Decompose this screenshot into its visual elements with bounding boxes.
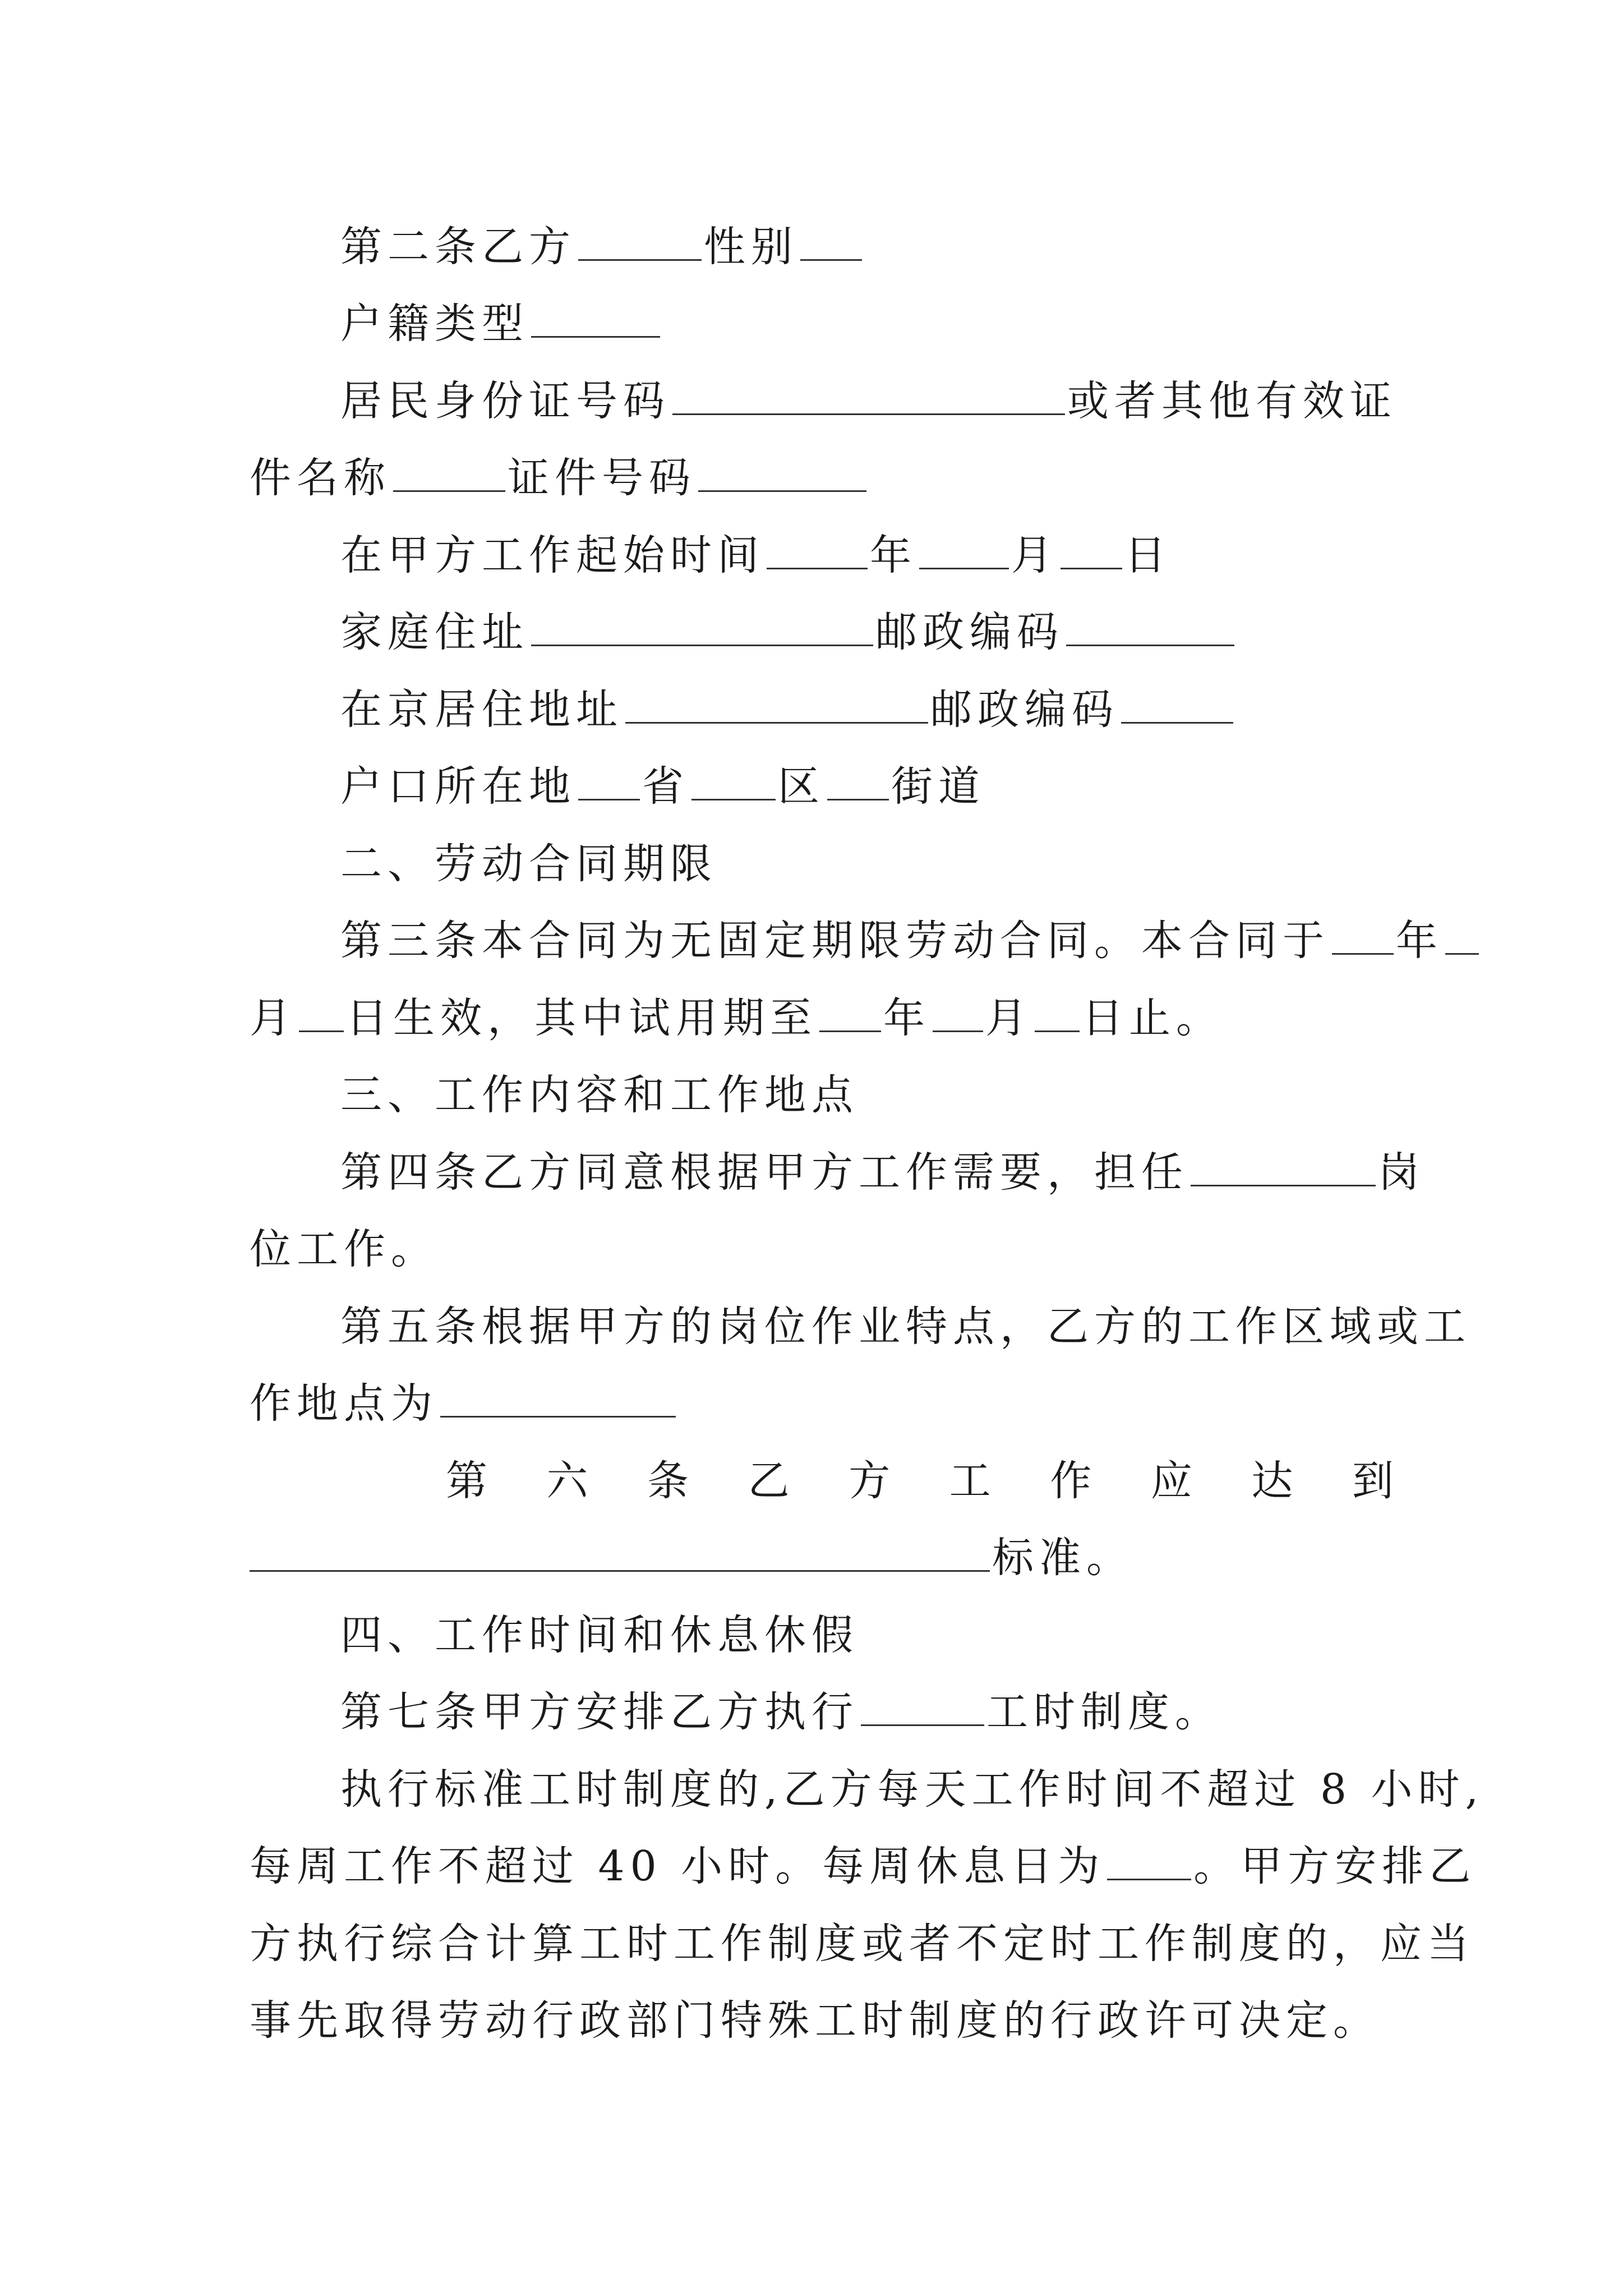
article6-char: 乙 — [748, 1457, 790, 1505]
probation-day-blank[interactable] — [1035, 998, 1080, 1032]
start-day-blank[interactable] — [1061, 535, 1122, 569]
article5-part2: 作地点为 — [250, 1379, 438, 1428]
article6-line2 — [250, 1530, 1394, 1586]
huji-blank[interactable] — [531, 303, 660, 338]
province-label: 省 — [642, 762, 689, 811]
huji-line — [250, 296, 1394, 352]
article7-text-line1: 执行标准工时制度的,乙方每天工作时间不超过 8 小时, — [340, 1765, 1484, 1814]
article6-line1 — [250, 1453, 1394, 1509]
article3-year: 年 — [1396, 917, 1443, 965]
article5-part1: 第五条根据甲方的岗位作业特点，乙方的工作区域或工 — [340, 1303, 1471, 1351]
article4-line1 — [250, 1144, 1425, 1200]
article2-name-line — [250, 219, 1394, 275]
article7-line2 — [250, 1761, 1484, 1818]
article6-char: 作 — [1050, 1457, 1092, 1505]
article7-text-line4: 事先取得劳动行政部门特殊工时制度的行政许可决定。 — [250, 1996, 1380, 2045]
article6-char: 达 — [1251, 1457, 1293, 1505]
id-line — [250, 373, 1397, 429]
rest-day-blank[interactable] — [1107, 1846, 1191, 1880]
district-blank[interactable] — [691, 766, 776, 800]
start-time-label: 在甲方工作起始时间 — [340, 531, 764, 579]
home-addr-label: 家庭住址 — [340, 608, 529, 656]
id-label: 居民身份证号码 — [340, 377, 670, 425]
hukou-line — [250, 758, 1394, 815]
cert-name-label: 件名称 — [250, 454, 391, 502]
section4-heading-text: 四、工作时间和休息休假 — [340, 1611, 859, 1659]
article7-part2: 工时制度。 — [986, 1688, 1222, 1736]
article7-text-line3: 方执行综合计算工时工作制度或者不定时工作制度的，应当 — [250, 1920, 1474, 1968]
article6-char: 方 — [849, 1457, 891, 1505]
id-blank[interactable] — [672, 381, 1065, 415]
article4-part1: 第四条乙方同意根据甲方工作需要，担任 — [340, 1148, 1188, 1197]
article6-char: 应 — [1150, 1457, 1192, 1505]
gender-label: 性别 — [704, 223, 798, 271]
cert-no-label: 证件号码 — [508, 454, 696, 502]
article4-part2: 岗 — [1378, 1148, 1425, 1197]
article3-line2 — [250, 990, 1394, 1046]
cert-name-blank[interactable] — [393, 458, 505, 492]
article7-line3 — [250, 1838, 1477, 1894]
start-month-blank[interactable] — [919, 535, 1009, 569]
article6-end: 标准。 — [992, 1534, 1133, 1582]
article7-line5 — [250, 1993, 1394, 2049]
article5-line2 — [250, 1375, 1394, 1432]
article3-line1 — [250, 913, 1443, 969]
gender-blank[interactable] — [800, 227, 862, 261]
effective-day-blank[interactable] — [299, 998, 344, 1032]
article5-line1 — [250, 1299, 1471, 1355]
article7-line1 — [250, 1684, 1394, 1740]
start-year-blank[interactable] — [767, 535, 868, 569]
article4-line2 — [250, 1221, 1394, 1277]
huji-label: 户籍类型 — [340, 300, 529, 348]
other-cert-label: 或者其他有效证 — [1067, 377, 1397, 425]
postcode2-blank[interactable] — [1121, 689, 1233, 724]
name-blank[interactable] — [578, 227, 702, 261]
article3-year2: 年 — [883, 994, 930, 1042]
effective-year-blank[interactable] — [1332, 921, 1394, 955]
hukou-label: 户口所在地 — [340, 762, 576, 811]
postcode-label: 邮政编码 — [875, 608, 1064, 656]
work-hour-system-blank[interactable] — [861, 1692, 984, 1726]
beijing-addr-label: 在京居住地址 — [340, 685, 623, 734]
probation-month-blank[interactable] — [933, 998, 983, 1032]
article7-text-line2a: 每周工作不超过 40 小时。每周休息日为 — [250, 1842, 1105, 1890]
section2-heading — [250, 836, 1394, 892]
section4-heading — [250, 1607, 1394, 1663]
article3-month2: 月 — [985, 994, 1032, 1042]
postcode2-label: 邮政编码 — [930, 685, 1119, 734]
article3-end: 日止。 — [1082, 994, 1223, 1042]
cert-line — [250, 450, 1394, 506]
article6-char: 工 — [949, 1457, 991, 1505]
article6-char: 第 — [446, 1457, 487, 1505]
article3-month: 月 — [250, 994, 297, 1042]
start-time-line — [250, 527, 1394, 583]
article6-char: 六 — [546, 1457, 588, 1505]
probation-year-blank[interactable] — [819, 998, 881, 1032]
position-blank[interactable] — [1191, 1152, 1376, 1186]
district-label: 区 — [778, 762, 825, 811]
article6-char: 条 — [647, 1457, 689, 1505]
province-blank[interactable] — [578, 766, 640, 800]
article7-line4 — [250, 1916, 1474, 1972]
postcode-blank[interactable] — [1066, 612, 1234, 646]
article4-part3: 位工作。 — [250, 1225, 438, 1273]
month-label: 月 — [1011, 531, 1058, 579]
section3-heading — [250, 1067, 1394, 1123]
effective-month-blank[interactable] — [1445, 921, 1479, 955]
article3-day-effective: 日生效，其中试用期至 — [346, 994, 817, 1042]
article7-part1: 第七条甲方安排乙方执行 — [340, 1688, 859, 1736]
article3-part1: 第三条本合同为无固定期限劳动合同。本合同于 — [340, 917, 1330, 965]
section2-heading-text: 二、劳动合同期限 — [340, 840, 717, 888]
street-blank[interactable] — [827, 766, 889, 800]
article2-title: 第二条乙方 — [340, 223, 576, 271]
year-label: 年 — [870, 531, 917, 579]
beijing-addr-blank[interactable] — [625, 689, 928, 724]
article7-text-line2b: 。甲方安排乙 — [1193, 1842, 1477, 1890]
street-label: 街道 — [891, 762, 985, 811]
article6-char: 到 — [1352, 1457, 1394, 1505]
work-location-blank[interactable] — [440, 1383, 676, 1418]
home-addr-blank[interactable] — [531, 612, 873, 646]
cert-no-blank[interactable] — [698, 458, 866, 492]
day-label: 日 — [1124, 531, 1172, 579]
home-addr-line — [250, 604, 1394, 660]
beijing-addr-line — [250, 682, 1394, 738]
section3-heading-text: 三、工作内容和工作地点 — [340, 1071, 859, 1119]
standard-blank[interactable] — [250, 1538, 990, 1572]
